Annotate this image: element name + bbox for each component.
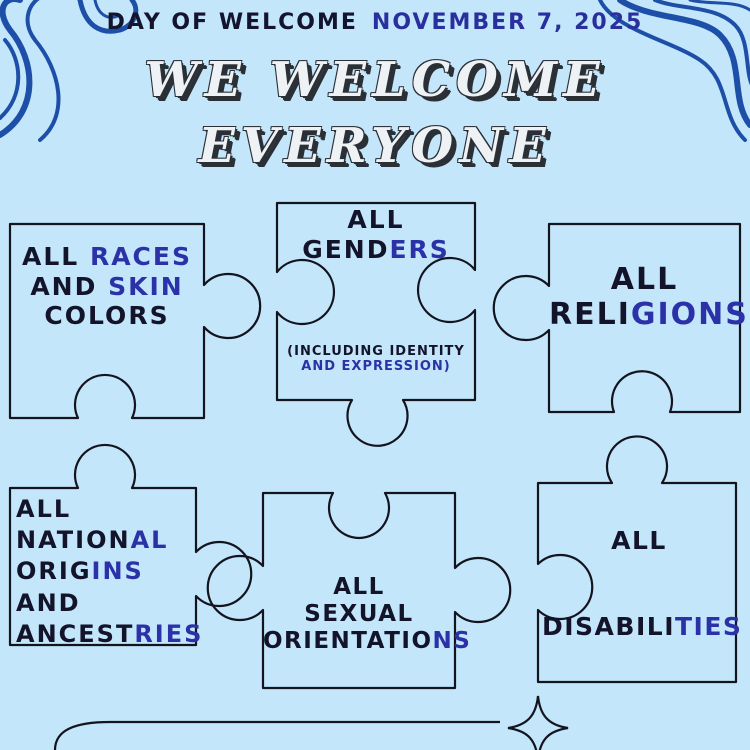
races-text: ALL RACES AND SKIN COLORS xyxy=(22,242,192,330)
religions-text: ALL RELIGIONS xyxy=(549,262,749,333)
genders-note: (INCLUDING IDENTITY AND EXPRESSION) xyxy=(287,344,465,375)
bottom-banner-outline xyxy=(55,722,500,750)
event-name: DAY OF WELCOME xyxy=(106,10,358,35)
title-line-1: WE WELCOME xyxy=(144,52,606,108)
disabilities-text: ALL DISABILITIES xyxy=(542,526,743,641)
event-header xyxy=(0,10,750,35)
sparkle-icon xyxy=(508,696,568,750)
event-date: NOVEMBER 7, 2025 xyxy=(371,10,644,35)
genders-text: ALL GENDERS xyxy=(302,205,450,264)
sexual-orientations-text: ALL SEXUAL ORIENTATIONS xyxy=(263,574,472,655)
title-line-2: EVERYONE xyxy=(198,118,552,174)
national-origins-text: ALL NATIONAL ORIGINS AND ANCESTRIES xyxy=(16,495,204,648)
